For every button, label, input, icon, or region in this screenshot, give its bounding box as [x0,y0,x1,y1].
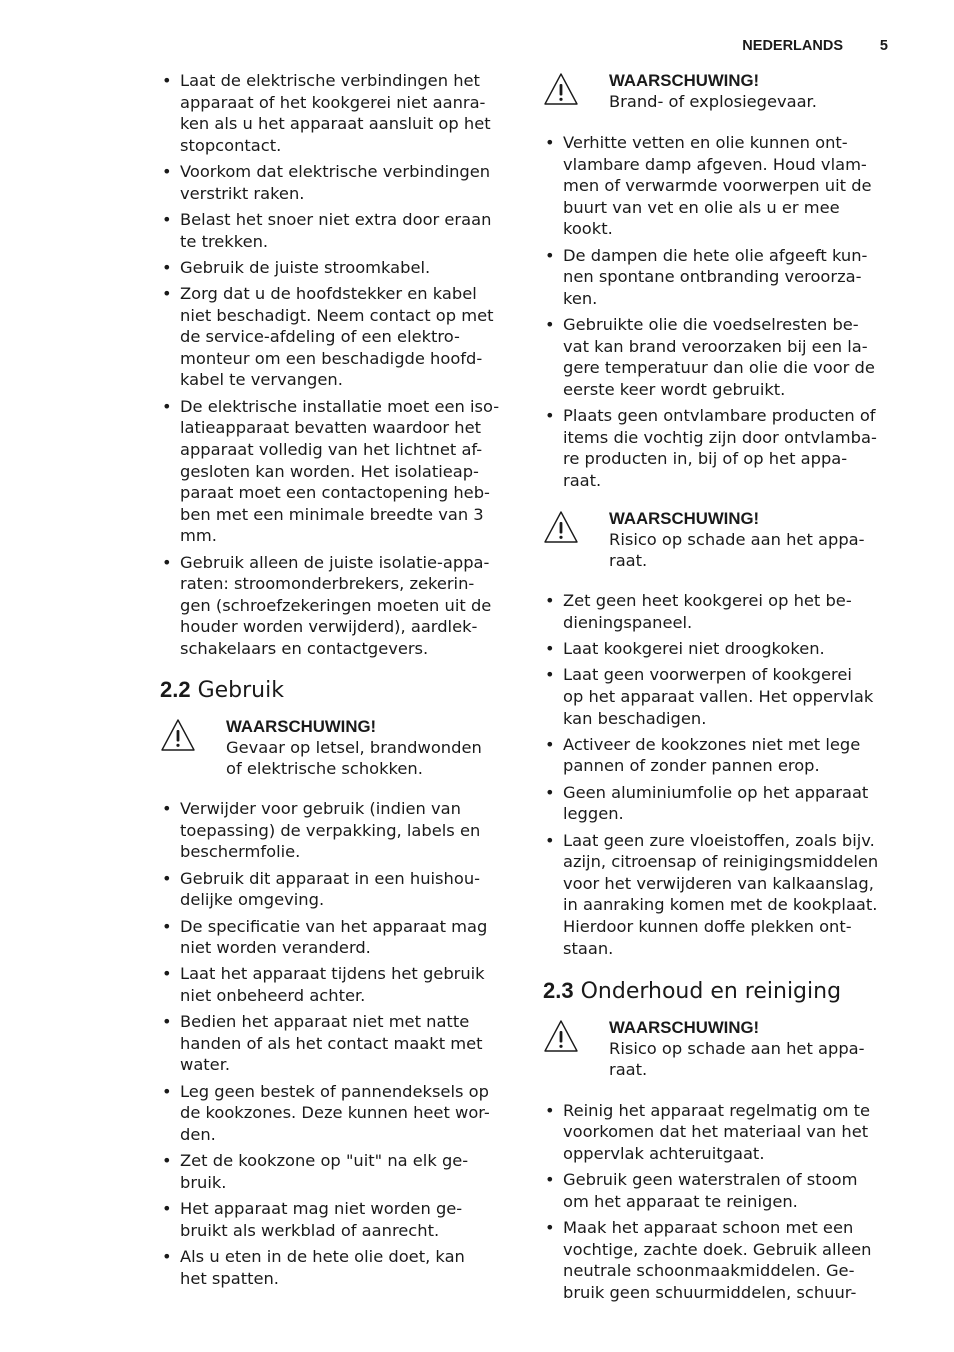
list-item-line: gesloten kan worden. Het isolatieap- [180,461,479,481]
list-item-line: • Laat kookgerei niet droogkoken. [563,639,825,659]
warning-text [609,529,899,572]
list-item-line: vat kan brand veroorzaken bij een la- [563,336,868,356]
list-item-line: op het apparaat vallen. Het oppervlak [563,686,874,706]
list-item-line: latieapparaat bevatten waardoor het [180,418,482,438]
list-item-line: oppervlak achteruitgaat. [563,1143,765,1163]
list-item-line: pannen of zonder pannen erop. [563,756,820,776]
list-item [160,257,516,279]
list-item-line: • Zorg dat u de hoofdstekker en kabel [180,284,477,304]
list-item [160,798,516,863]
list-item-line: • Gebruik de juiste stroomkabel. [180,257,431,277]
list-item-line: raat. [563,470,602,490]
header-language: NEDERLANDS [742,38,843,54]
list-item-line: men of verwarmde voorwerpen uit de [563,176,872,196]
warning-box [160,716,516,780]
list-item-line: azijn, citroensap of reinigingsmiddelen [563,852,879,872]
list-item-line: dieningspaneel. [563,612,693,632]
list-item [160,552,516,660]
list-item-line: bruikt als werkblad of aanrecht. [180,1220,440,1240]
list-item-line: niet worden veranderd. [180,938,371,958]
list-item-line: voor het verwijderen van kalkaanslag, [563,873,874,893]
list-item-line: delijke omgeving. [180,890,325,910]
list-item-line: apparaat of het kookgerei niet aanra- [180,92,486,112]
list-item-line: vochtige, zachte doek. Gebruik alleen [563,1239,872,1259]
list-item-line: buurt van vet en olie als u er mee [563,197,840,217]
list-item-line: • Maak het apparaat schoon met een [563,1218,854,1238]
list-item-line: de kookzones. Deze kunnen heet wor- [180,1103,490,1123]
page-header [0,38,954,58]
list-item [543,830,899,960]
list-item-line: bruik geen schuurmiddelen, schuur- [563,1282,857,1302]
bullet-list [543,1100,899,1304]
list-item-line: den. [180,1124,216,1144]
list-item-line: • Laat geen voorwerpen of kookgerei [563,665,852,685]
section-number: 2.3 [543,978,574,1004]
warning-text-line: raat. [609,550,648,570]
warning-text-line: Risico op schade aan het appa- [609,1039,865,1059]
list-item-line: • Belast het snoer niet extra door eraan [180,209,492,229]
warning-triangle-icon [543,72,579,106]
list-item-line: • Laat geen zure vloeistoffen, zoals bijv. [563,830,875,850]
bullet-list [160,70,516,660]
list-item [160,1081,516,1146]
list-item-line: paraat moet een contactopening heb- [180,483,490,503]
list-item-line: • Laat de elektrische verbindingen het [180,71,480,90]
list-item-line: ken. [563,288,598,308]
list-item [160,916,516,959]
section-title: Gebruik [197,677,284,703]
list-item-line: water. [180,1055,231,1075]
list-item-line: • Gebruik geen waterstralen of stoom [563,1170,858,1190]
warning-text [226,737,516,780]
list-item [160,1198,516,1241]
list-item [543,1100,899,1165]
list-item-line: om het apparaat te reinigen. [563,1191,798,1211]
list-item-line: • Leg geen bestek of pannendeksels op [180,1081,489,1101]
warning-box [543,508,899,572]
list-item [543,245,899,310]
list-item-line: kookt. [563,219,613,239]
list-item-line: Hierdoor kunnen doffe plekken ont- [563,916,852,936]
list-item-line: houder worden verwijderd), aardlek- [180,617,478,637]
list-item-line: in aanraking komen met de kookplaat. [563,895,878,915]
warning-text-line: Gevaar op letsel, brandwonden [226,737,482,757]
list-item [543,314,899,400]
list-item-line: kan beschadigen. [563,708,707,728]
list-item-line: verstrikt raken. [180,183,305,203]
list-item [160,209,516,252]
list-item-line: • Zet de kookzone op "uit" na elk ge- [180,1151,469,1171]
list-item-line: • De specificatie van het apparaat mag [180,916,488,936]
section-title: Onderhoud en reiniging [580,979,842,1005]
warning-text-line: of elektrische schokken. [226,758,423,778]
list-item-line: gere temperatuur dan olie die voor de [563,358,875,378]
right-column [543,70,899,1308]
warning-box [543,1017,899,1081]
warning-text-line: Brand- of explosiegevaar. [609,92,817,111]
list-item [543,132,899,240]
bullet-list [543,590,899,959]
list-item-line: toepassing) de verpakking, labels en [180,820,481,840]
list-item-line: neutrale schoonmaakmiddelen. Ge- [563,1261,855,1281]
warning-triangle-icon [160,718,196,752]
list-item [543,638,899,660]
bullet-list [160,798,516,1289]
list-item-line: • De dampen die hete olie afgeeft kun- [563,245,868,265]
list-item-line: • Als u eten in de hete olie doet, kan [180,1246,465,1266]
list-item-line: kabel te vervangen. [180,370,343,390]
list-item [160,1011,516,1076]
list-item-line: het spatten. [180,1268,279,1288]
warning-title: WAARSCHUWING! [609,508,760,528]
list-item-line: • Bedien het apparaat niet met natte [180,1012,470,1032]
page-number: 5 [879,38,888,54]
warning-text-line: Risico op schade aan het appa- [609,529,865,549]
list-item-line: • De elektrische installatie moet een iso- [180,396,500,416]
list-item [160,963,516,1006]
list-item-line: re producten in, bij of op het appa- [563,449,848,469]
warning-title: WAARSCHUWING! [609,71,760,90]
list-item-line: niet onbeheerd achter. [180,985,366,1005]
list-item-line: • Gebruik dit apparaat in een huishou- [180,868,481,888]
warning-triangle-icon [543,1019,579,1053]
list-item-line: vlambare damp afgeven. Houd vlam- [563,154,867,174]
warning-text [609,1038,899,1081]
left-column [160,70,516,1294]
warning-text [609,91,899,112]
list-item-line: • Plaats geen ontvlambare producten of [563,406,876,426]
list-item-line: items die vochtig zijn door ontvlamba- [563,427,877,447]
list-item-line: monteur om een beschadigde hoofd- [180,348,483,368]
warning-title: WAARSCHUWING! [226,716,377,736]
list-item-line: gen (schroefzekeringen moeten uit de [180,595,492,615]
list-item [543,734,899,777]
list-item-line: • Activeer de kookzones niet met lege [563,734,861,754]
list-item-line: ben met een minimale breedte van 3 [180,504,484,524]
section-number: 2.2 [160,676,191,702]
warning-title: WAARSCHUWING! [609,1018,760,1038]
list-item-line: te trekken. [180,231,269,251]
list-item [543,405,899,491]
warning-box [543,70,899,116]
list-item-line: niet beschadigt. Neem contact op met [180,305,494,325]
list-item [160,161,516,204]
list-item-line: staan. [563,938,614,958]
list-item [160,1246,516,1289]
list-item-line: mm. [180,526,217,546]
list-item [160,396,516,547]
list-item-line: schakelaars en contactgevers. [180,638,429,658]
warning-text-line: raat. [609,1060,648,1080]
list-item-line: • Voorkom dat elektrische verbindingen [180,162,491,182]
list-item-line: bruik. [180,1172,227,1192]
list-item [160,283,516,391]
list-item-line: apparaat volledig van het lichtnet af- [180,439,483,459]
list-item-line: • Gebruik alleen de juiste isolatie-appa- [180,552,490,572]
bullet-list [543,132,899,492]
list-item-line: leggen. [563,804,624,824]
list-item-line: • Gebruikte olie die voedselresten be- [563,315,859,335]
list-item [543,590,899,633]
list-item-line: • Verwijder voor gebruik (indien van [180,799,461,819]
list-item [160,70,516,156]
list-item [543,782,899,825]
list-item-line: handen of als het contact maakt met [180,1033,483,1053]
list-item [543,1217,899,1303]
list-item [543,664,899,729]
list-item [160,868,516,911]
list-item-line: • Zet geen heet kookgerei op het be- [563,591,852,611]
warning-triangle-icon [543,510,579,544]
list-item [543,1169,899,1212]
list-item-line: beschermfolie. [180,842,301,862]
list-item-line: stopcontact. [180,135,282,155]
list-item-line: • Het apparaat mag niet worden ge- [180,1199,463,1219]
list-item-line: • Laat het apparaat tijdens het gebruik [180,964,485,984]
list-item-line: nen spontane ontbranding veroorza- [563,267,862,287]
list-item-line: ken als u het apparaat aansluit op het [180,114,491,134]
section-heading-2-3 [543,977,899,1006]
list-item-line: eerste keer wordt gebruikt. [563,379,786,399]
list-item-line: de service-afdeling of een elektro- [180,327,460,347]
list-item-line: voorkomen dat het materiaal van het [563,1122,869,1142]
list-item-line: raten: stroomonderbrekers, zekerin- [180,574,475,594]
list-item-line: • Geen aluminiumfolie op het apparaat [563,782,869,802]
section-heading-2-2 [160,676,516,705]
list-item [160,1150,516,1193]
list-item-line: • Reinig het apparaat regelmatig om te [563,1100,871,1120]
list-item-line: • Verhitte vetten en olie kunnen ont- [563,133,848,152]
